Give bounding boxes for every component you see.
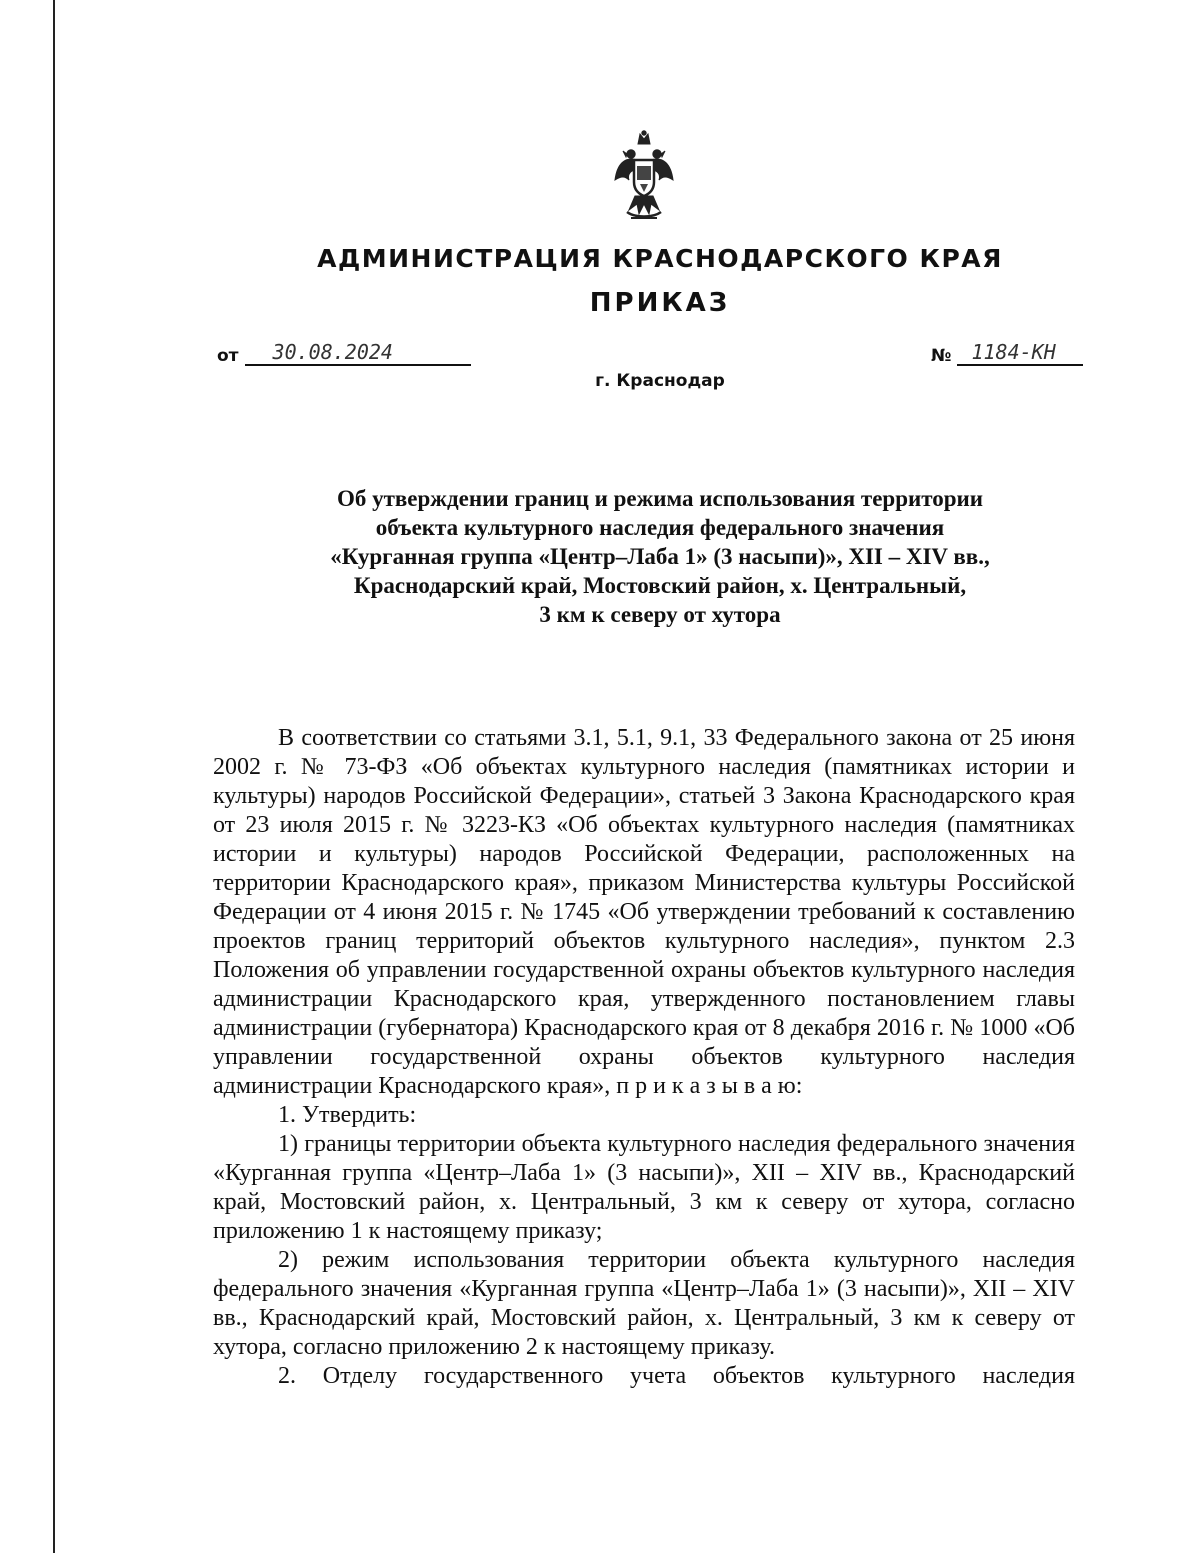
number-field-block bbox=[931, 340, 1083, 366]
organization-title: АДМИНИСТРАЦИЯ КРАСНОДАРСКОГО КРАЯ bbox=[317, 244, 1003, 273]
date-handwritten: 30.08.2024 bbox=[245, 340, 471, 366]
item-2: 2. Отделу государственного учета объектов культурного наследия bbox=[278, 1363, 1075, 1389]
document-subject bbox=[230, 484, 1090, 629]
number-prefix: № bbox=[931, 346, 952, 366]
subject-line: Об утверждении границ и режима использования территории bbox=[336, 486, 984, 511]
subject-line: «Курганная группа «Центр–Лаба 1» (3 насыпи)», XII – XIV вв., bbox=[330, 544, 990, 569]
subject-line: 3 км к северу от хутора bbox=[539, 602, 781, 627]
page-edge-line bbox=[53, 0, 55, 1553]
city-line: г. Краснодар bbox=[595, 371, 725, 391]
subject-line: объекта культурного наследия федерального значения bbox=[375, 515, 945, 540]
subject-line: Краснодарский край, Мостовский район, х. Центральный, bbox=[353, 573, 967, 598]
preamble-paragraph: В соответствии со статьями 3.1, 5.1, 9.1, 33 Федерального закона от 25 июня 2002 г. № 73-ФЗ «Об объектах культурного наследия (памятниках истории и культуры) народов Российской Федерации», статьей 3 Закона Краснодарского края от 23 июля 2015 г. № 3223-КЗ «Об объектах культурного наследия (памятниках истории и культуры) народов Российской Федерации, расположенных на территории Краснодарского края», приказом Министерства культуры Российской Федерации от 4 июня 2015 г. № 1745 «Об утверждении требований к составлению проектов границ территорий объектов культурного наследия», пунктом 2.3 Положения об управлении государственной охраны объектов культурного наследия администрации Краснодарского края, утвержденного постановлением главы администрации (губернатора) Краснодарского края от 8 декабря 2016 г. № 1000 «Об управлении государственной охраны объектов культурного наследия администрации Краснодарского края», п р и к а з ы в а ю: bbox=[213, 725, 1075, 1099]
coat-of-arms-icon bbox=[611, 130, 677, 222]
item-1-2: 2) режим использования территории объекта культурного наследия федерального значения «Курганная группа «Центр–Лаба 1» (3 насыпи)», XII – XIV вв., Краснодарский край, Мостовский район, х. Центральный, 3 км к северу от хутора, согласно приложению 2 к настоящему приказу. bbox=[213, 1247, 1075, 1360]
document-type: ПРИКАЗ bbox=[589, 288, 731, 318]
date-prefix: от bbox=[217, 346, 239, 366]
document-body bbox=[213, 724, 1075, 1391]
date-field-block bbox=[217, 340, 471, 366]
item-1: 1. Утвердить: bbox=[278, 1102, 417, 1128]
number-handwritten: 1184-КН bbox=[957, 340, 1083, 366]
item-1-1: 1) границы территории объекта культурного наследия федерального значения «Курганная группа «Центр–Лаба 1» (3 насыпи)», XII – XIV вв., Краснодарский край, Мостовский район, х. Центральный, 3 км к северу от хутора, согласно приложению 1 к настоящему приказу; bbox=[213, 1131, 1075, 1244]
